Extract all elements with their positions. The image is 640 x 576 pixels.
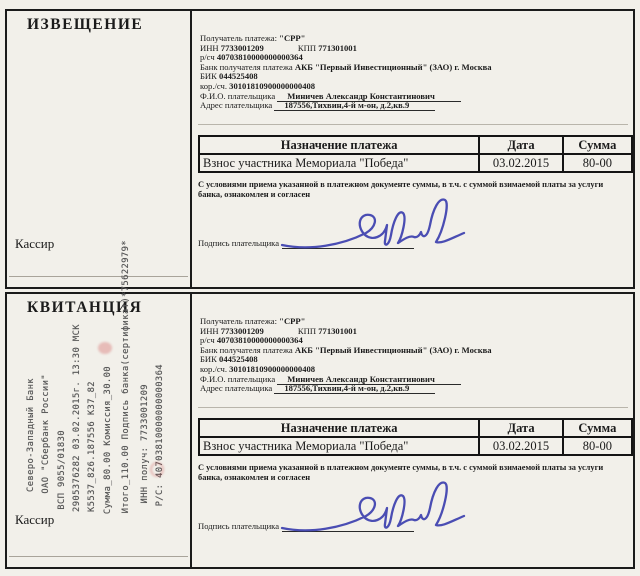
stamp-bank-name: ОАО "Сбербанк России": [41, 374, 51, 494]
notice-title: ИЗВЕЩЕНИЕ: [27, 16, 144, 33]
stamp-amount-commission: Сумма_80.00 Комиссия_30.00: [103, 365, 113, 514]
table-row: [199, 154, 632, 172]
notice-slip: [5, 9, 635, 289]
payer-signature-label: Подпись плательщика: [198, 238, 280, 248]
payer-signature-ink: [280, 197, 475, 255]
receipt-right-pane: [192, 294, 633, 567]
payee-line: Получатель платежа: "СРР": [200, 316, 306, 326]
stamp-total-certificate: Итого_110.00 Подпись банка(сертификат)*75622979*: [121, 239, 131, 513]
payment-purpose-table: [198, 135, 633, 173]
payer-address-value: 187556,Тихвин,4-й м-он, д.2,кв.9: [274, 100, 435, 111]
bik-line: БИК 044525408: [200, 354, 258, 365]
payer-name-value: Миничев Александр Константинович: [277, 374, 461, 385]
date-value: 03.02.2015: [479, 154, 562, 172]
terms-text: С условиями приема указанной в платежном документе суммы, в т.ч. с суммой взимаемой платы за услуги банка, ознакомлен и согласен: [198, 180, 604, 199]
separator-rule: [198, 407, 628, 408]
sum-value: 80-00: [563, 437, 632, 455]
payer-name-line: Ф.И.О. плательщика Миничев Александр Константинович: [200, 92, 628, 102]
payee-details: [200, 34, 628, 111]
inn-kpp-line: ИНН 7733001209 КПП 771301001: [200, 325, 357, 336]
corr-account-line: кор./сч. 30101810900000000408: [200, 80, 316, 91]
receipt-slip: [5, 292, 635, 569]
payment-purpose-table: [198, 418, 633, 456]
red-ink-smudge: [150, 462, 164, 477]
stamp-operation-code: К5537_826.187556 К37_82: [87, 380, 97, 512]
account-line: р/сч 40703810000000000364: [200, 335, 303, 346]
stamp-payee-account: Р/С: 40703810000000000364: [155, 363, 165, 506]
payer-name-line: Ф.И.О. плательщика Миничев Александр Константинович: [200, 375, 628, 385]
cashier-label: Кассир: [15, 512, 55, 527]
table-row: [199, 437, 632, 455]
cashier-signature-line: [9, 276, 188, 277]
stamp-branch: ВСП 9055/01830: [57, 430, 67, 510]
date-header: Дата: [479, 419, 562, 437]
notice-left-pane: [7, 11, 192, 287]
red-ink-smudge: [98, 342, 112, 354]
date-header: Дата: [479, 136, 562, 154]
sum-value: 80-00: [563, 154, 632, 172]
payer-name-value: Миничев Александр Константинович: [277, 91, 461, 102]
bik-line: БИК 044525408: [200, 71, 258, 82]
corr-account-line: кор./сч. 30101810900000000408: [200, 363, 316, 374]
payee-line: Получатель платежа: "СРР": [200, 33, 306, 43]
bank-line: Банк получателя платежа АКБ "Первый Инвестиционный" (ЗАО) г. Москва: [200, 61, 492, 72]
account-line: р/сч 40703810000000000364: [200, 52, 303, 63]
purpose-header: Назначение платежа: [199, 419, 479, 437]
purpose-header: Назначение платежа: [199, 136, 479, 154]
payer-address-value: 187556,Тихвин,4-й м-он, д.2,кв.9: [274, 383, 435, 394]
cashier-signature-line: [9, 556, 188, 557]
payer-address-line: Адрес плательщика 187556,Тихвин,4-й м-он, д.2,кв.9: [200, 101, 628, 111]
payer-signature-label: Подпись плательщика: [198, 521, 280, 531]
stamp-operation-datetime: 2905376282 03.02.2015г. 13:30 МСК: [72, 324, 82, 512]
purpose-value: Взнос участника Мемориала "Победа": [199, 154, 479, 172]
table-header-row: [199, 136, 632, 154]
stamp-bank-region: Северо-Западный Банк: [26, 378, 36, 492]
stamp-payee-inn: ИНН получ: 7733001209: [140, 384, 150, 504]
payer-address-line: Адрес плательщика 187556,Тихвин,4-й м-он, д.2,кв.9: [200, 384, 628, 394]
cashier-label: Кассир: [15, 236, 55, 251]
date-value: 03.02.2015: [479, 437, 562, 455]
sum-header: Сумма: [563, 136, 632, 154]
purpose-value: Взнос участника Мемориала "Победа": [199, 437, 479, 455]
bank-line: Банк получателя платежа АКБ "Первый Инвестиционный" (ЗАО) г. Москва: [200, 344, 492, 355]
sum-header: Сумма: [563, 419, 632, 437]
payee-details: [200, 317, 628, 394]
payer-signature-ink: [280, 480, 475, 538]
separator-rule: [198, 124, 628, 125]
notice-right-pane: [192, 11, 633, 287]
inn-kpp-line: ИНН 7733001209 КПП 771301001: [200, 42, 357, 53]
terms-text: С условиями приема указанной в платежном документе суммы, в т.ч. с суммой взимаемой платы за услуги банка, ознакомлен и согласен: [198, 463, 604, 482]
table-header-row: [199, 419, 632, 437]
receipt-title: КВИТАНЦИЯ: [27, 299, 143, 316]
